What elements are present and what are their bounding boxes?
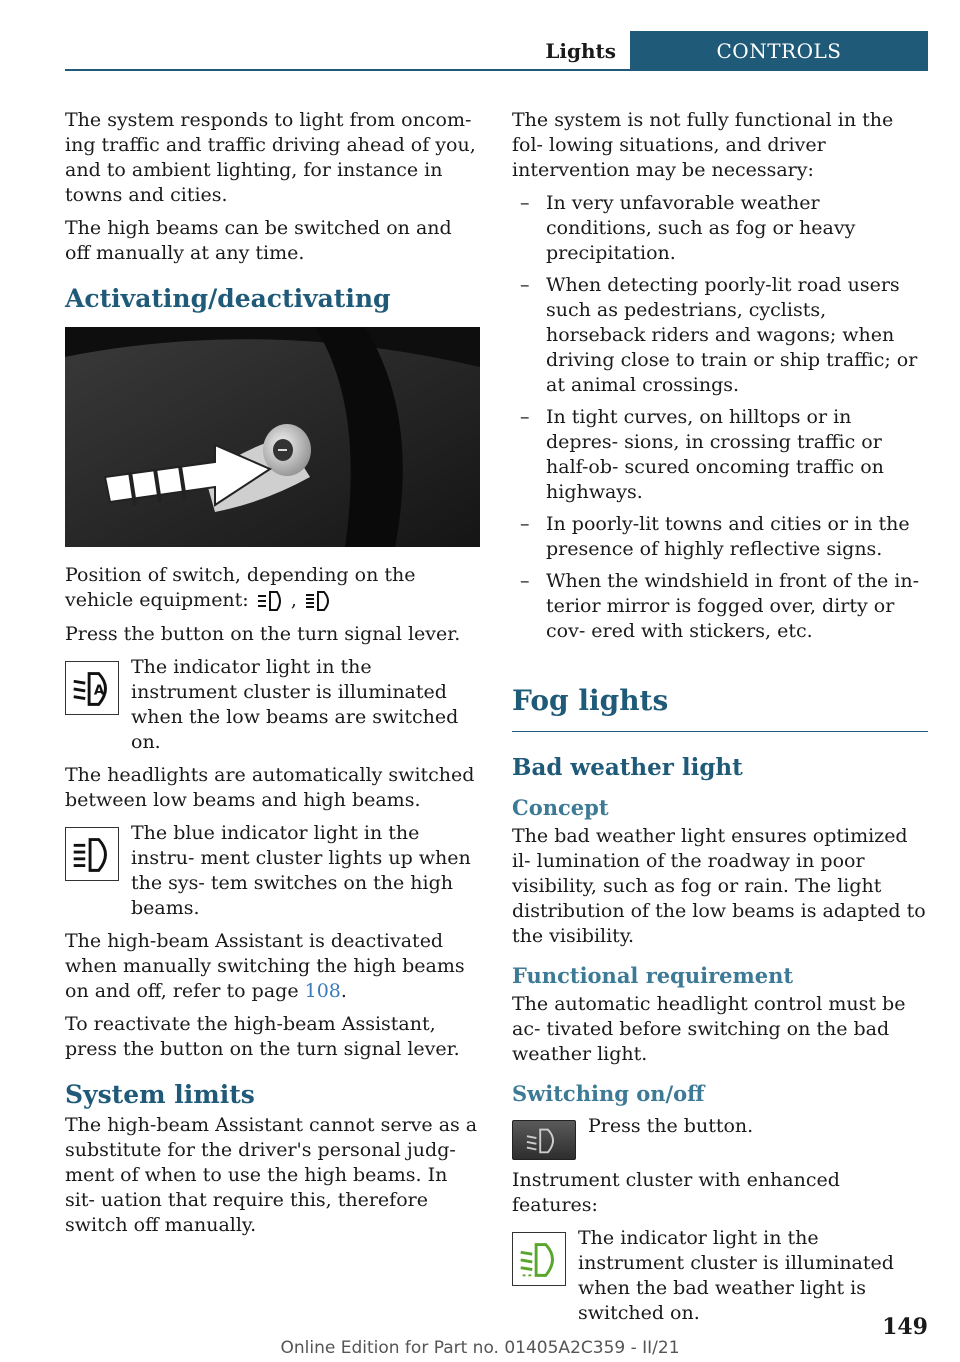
- icon-separator: ,: [290, 589, 297, 611]
- bad-weather-light-button-icon: [512, 1120, 576, 1160]
- heading-functional-requirement: Functional requirement: [512, 963, 794, 988]
- indicator-block-high-beam: [65, 821, 480, 921]
- paragraph: The automatic headlight control must be ac- tivated before switching on the bad weather light.: [512, 993, 906, 1065]
- paragraph: Instrument cluster with enhanced features:: [512, 1169, 840, 1216]
- paragraph: Press the button on the turn signal lever.: [65, 623, 461, 645]
- heading-bad-weather-light: Bad weather light: [512, 754, 743, 781]
- switch-position-text: Position of switch, depending on the vehicle equipment:: [65, 564, 416, 611]
- indicator-text: The blue indicator light in the instru- ment cluster lights up when the sys- tem switches on the high beams.: [131, 822, 471, 919]
- footer-edition: Online Edition for Part no. 01405A2C359 - II/21: [280, 1338, 680, 1358]
- header-section: Lights: [545, 39, 616, 63]
- high-beam-indicator-icon: [65, 827, 119, 881]
- paragraph: The system responds to light from oncom- ing traffic and traffic driving ahead of you, and to ambient lighting, for instance in towns and cities.: [65, 109, 476, 206]
- high-beam-icon: [303, 588, 333, 614]
- heading-system-limits: System limits: [65, 1080, 255, 1109]
- indicator-text: The indicator light in the instrument cluster is illuminated when the bad weather light is switched on.: [578, 1227, 894, 1324]
- indicator-block-low-beam: [65, 655, 480, 755]
- right-column: [512, 108, 928, 1334]
- button-block: [512, 1114, 928, 1160]
- paragraph: The high-beam Assistant cannot serve as a substitute for the driver's personal judg- ment of when to use the high beams. In sit- uation that require this, therefore switch off manually.: [65, 1114, 478, 1236]
- left-column: [65, 108, 480, 1246]
- paragraph: The headlights are automatically switched between low beams and high beams.: [65, 764, 475, 811]
- heading-concept: Concept: [512, 795, 609, 820]
- heading-fog-lights: Fog lights: [512, 684, 928, 732]
- period: .: [340, 980, 347, 1002]
- page-number: 149: [882, 1314, 928, 1340]
- page-header: [65, 31, 928, 71]
- indicator-block-bad-weather: [512, 1226, 928, 1326]
- limitations-list: [512, 191, 928, 644]
- list-item: – In tight curves, on hilltops or in depres- sions, in crossing traffic or half-ob- scured oncoming traffic on highways.: [512, 405, 928, 505]
- heading-switching: Switching on/off: [512, 1081, 705, 1106]
- turn-signal-lever-photo: [65, 327, 480, 547]
- high-beam-assistant-icon: [255, 588, 285, 614]
- svg-text:A: A: [93, 682, 105, 699]
- heading-activating: Activating/deactivating: [65, 284, 391, 313]
- list-item: – When the windshield in front of the in- terior mirror is fogged over, dirty or cov- ered with stickers, etc.: [512, 569, 928, 644]
- header-chapter: CONTROLS: [630, 31, 928, 71]
- bad-weather-light-indicator-icon: [512, 1232, 566, 1286]
- list-item: – In poorly-lit towns and cities or in the presence of highly reflective signs.: [512, 512, 928, 562]
- paragraph: The bad weather light ensures optimized il- lumination of the roadway in poor visibility, such as fog or rain. The light distribution of the low beams is adapted to the visibility.: [512, 825, 926, 947]
- paragraph: The high beams can be switched on and off manually at any time.: [65, 217, 452, 264]
- button-text: Press the button.: [588, 1115, 754, 1137]
- paragraph: [65, 929, 480, 1004]
- paragraph: [65, 563, 480, 614]
- page-reference-link[interactable]: 108: [304, 980, 341, 1002]
- paragraph: The system is not fully functional in the fol- lowing situations, and driver intervention may be necessary:: [512, 109, 894, 181]
- indicator-text: The indicator light in the instrument cluster is illuminated when the low beams are switched on.: [131, 656, 459, 753]
- list-item: – When detecting poorly-lit road users such as pedestrians, cyclists, horseback riders and wagons; when driving close to train or ship traffic; or at animal crossings.: [512, 273, 928, 398]
- list-item: – In very unfavorable weather conditions, such as fog or heavy precipitation.: [512, 191, 928, 266]
- paragraph: To reactivate the high-beam Assistant, press the button on the turn signal lever.: [65, 1013, 460, 1060]
- low-beam-auto-indicator-icon: [65, 661, 119, 715]
- deactivation-text: The high-beam Assistant is deactivated when manually switching the high beams on and off, refer to page: [65, 930, 465, 1002]
